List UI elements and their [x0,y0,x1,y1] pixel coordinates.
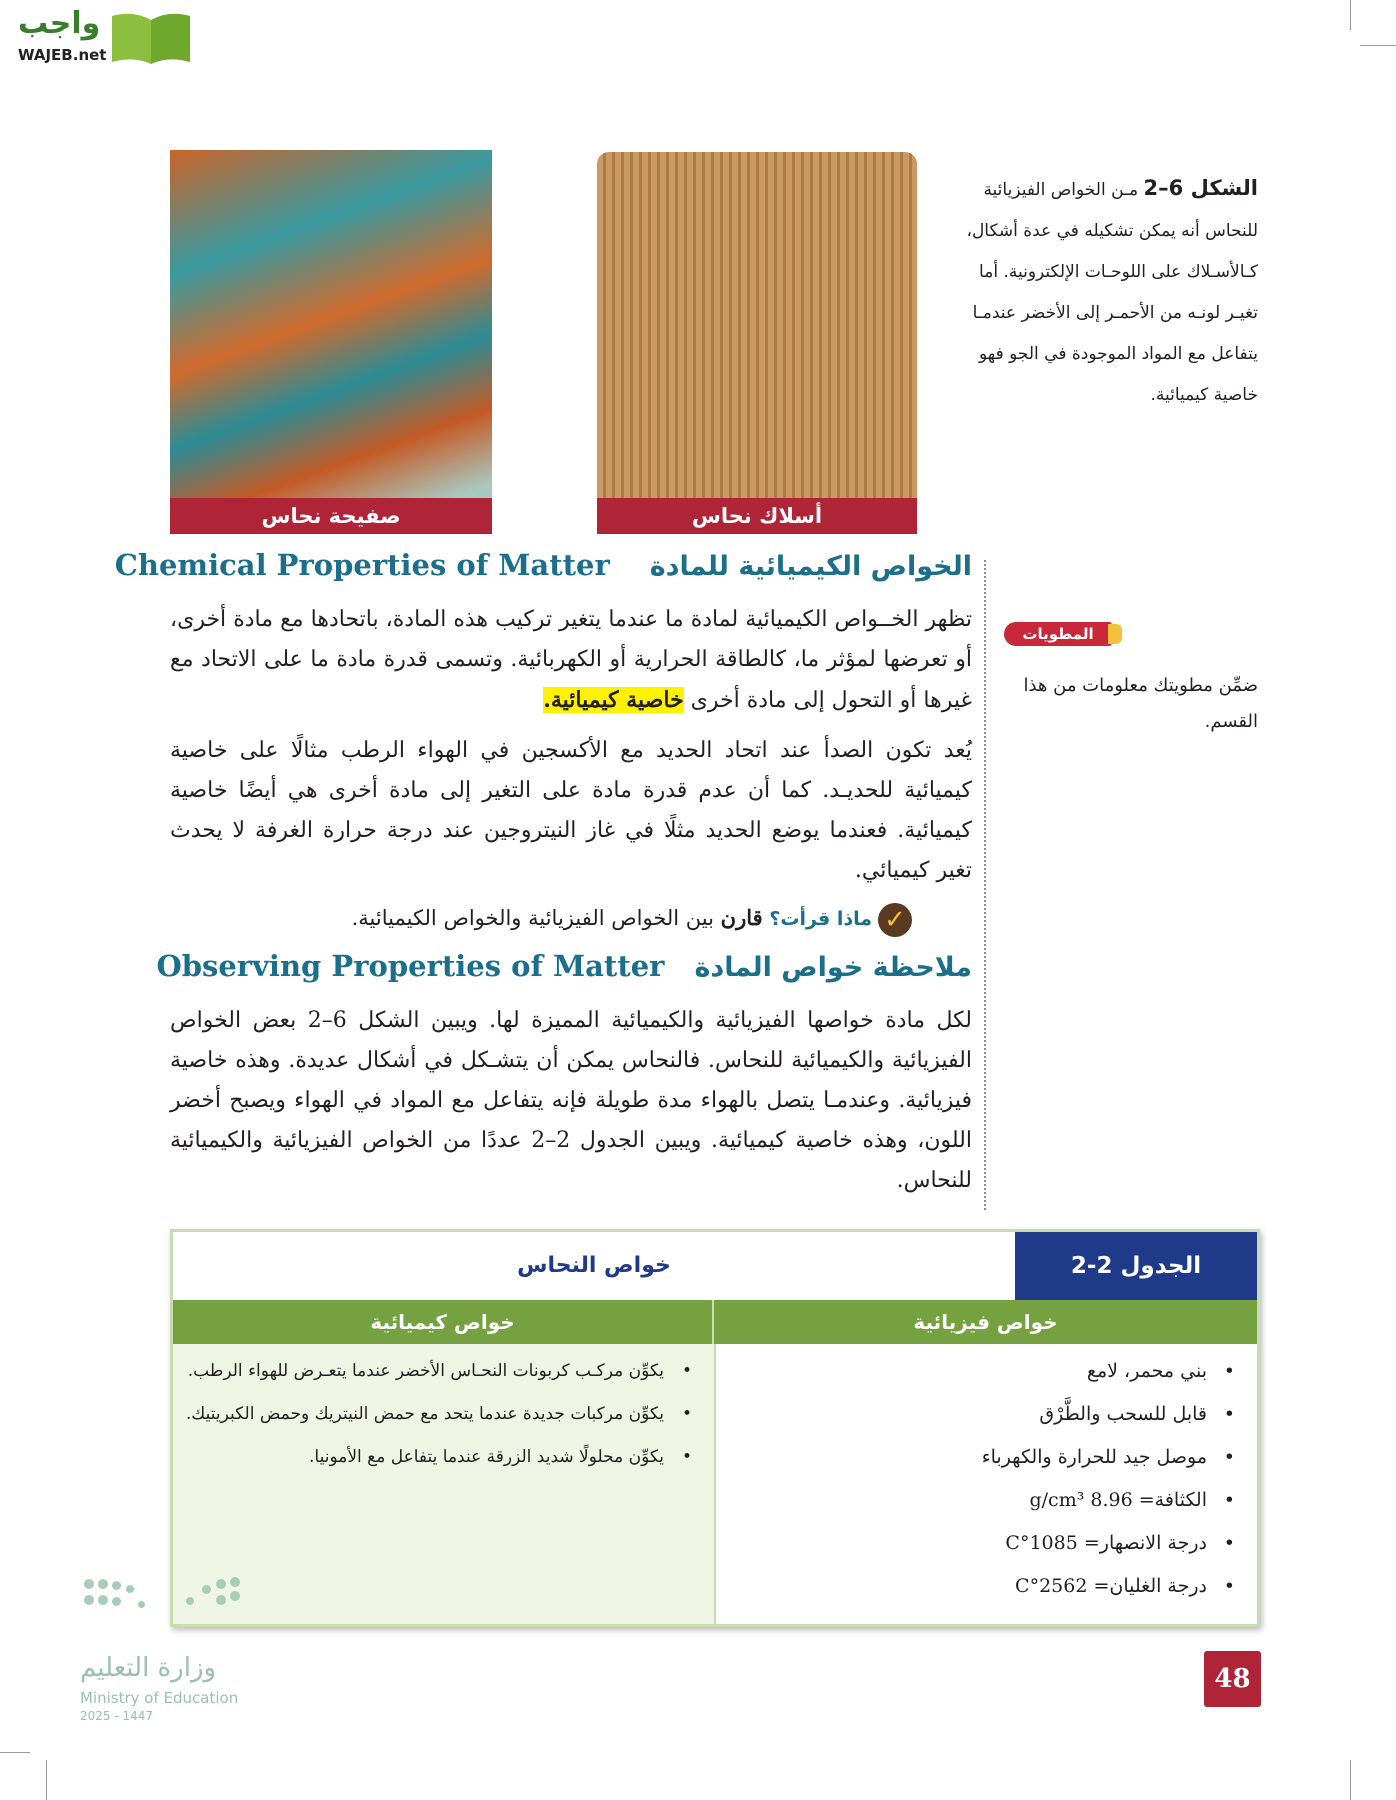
photo-caption: صفيحة نحاس [170,498,492,534]
crop-mark [1350,0,1351,30]
paragraph: يُعد تكون الصدأ عند اتحاد الحديد مع الأكسجين في الهواء الرطب مثالًا على خاصية كيميائية للحديـد. كما أن عدم قدرة مادة على التغير إلى مادة أخرى هي أيضًا خاصية كيميائية. فعندما يوضع الحديد مثلًا في غاز النيتروجين عند درجة حرارة الغرفة لا يحدث تغير كيميائي. [170,738,972,883]
list-item: • يكوِّن مركبات جديدة عندما يتحد مع حمض النيتريك وحمض الكبريتيك. [183,1399,696,1429]
list-item: • يكوِّن محلولًا شديد الزرقة عندما يتفاعل مع الأمونيا. [183,1442,696,1472]
column-header: خواص كيميائية [173,1300,714,1344]
crop-mark [0,1752,30,1753]
foldables-badge: المطويات [1004,622,1112,646]
section-heading: ملاحظة خواص المادةObserving Properties of Matter [156,949,972,983]
crop-mark [1350,1760,1351,1800]
photo-caption: أسلاك نحاس [597,498,917,534]
list-item: • يكوِّن مركـب كربونات النحـاس الأخضر عندما يتعـرض للهواء الرطب. [183,1356,696,1386]
crop-mark [46,1760,47,1800]
paragraph: لكل مادة خواصها الفيزيائية والكيميائية المميزة لها. ويبين الشكل 6–2 بعض الخواص الفيزيائية والكيميائية للنحاس. فالنحاس يمكن أن يتشـكل في أشكال عديدة. وهذه خاصية فيزيائية. وعندمـا يتصل بالهواء مدة طويلة فإنه يتفاعل مع المواد في الهواء ويصبح أخضر اللون، وهذه خاصية كيميائية. ويبين الجدول 2–2 عددًا من الخواص الفيزيائية والكيميائية للنحاس. [170,1008,972,1193]
section-heading: الخواص الكيميائية للمادةChemical Properties of Matter [114,548,972,582]
table-number: الجدول 2-2 [1015,1232,1257,1300]
copper-sheet-photo [170,150,492,534]
figure-caption: الشكل 6–2 مـن الخواص الفيزيائية للنحاس أنه يمكن تشكيله في عدة أشكال، كـالأسـلاك على اللوحـات الإلكترونية. أما تغيـر لونـه من الأحمـر إلى الأخضر عندمـا يتفاعل مع المواد الموجودة في الجو فهو خاصية كيميائية. [966,176,1258,405]
page-number: 48 [1204,1651,1261,1707]
copper-properties-table [170,1229,1260,1627]
list-item: • بني محمر، لامع [726,1356,1239,1386]
highlighted-term: خاصية كيميائية. [543,687,684,713]
ministry-logo: وزارة التعليم Ministry of Education 2025 - 1447 [80,1575,255,1725]
book-icon [108,10,194,66]
list-item: • درجة الانصهار= 1085°C [726,1528,1239,1558]
table-title: خواص النحاس [517,1253,671,1278]
crop-mark [1360,45,1396,46]
paragraph: تظهر الخــواص الكيميائية لمادة ما عندما يتغير تركيب هذه المادة، باتحادها مع مادة أخرى، أو تعرضها لمؤثر ما، كالطاقة الحرارية أو الكهربائية. وتسمى قدرة مادة ما على الاتحاد مع غيرها أو التحول إلى مادة أخرى خاصية كيميائية. [170,607,972,713]
list-item: • موصل جيد للحرارة والكهرباء [726,1442,1239,1472]
divider [984,560,986,1210]
list-item: • درجة الغليان= 2562°C [726,1571,1239,1601]
checkmark-icon: ✓ [878,903,912,937]
wajeb-logo[interactable]: واجب WAJEB.net [8,6,193,66]
physical-column [714,1344,1257,1624]
list-item: • الكثافة= 8.96 g/cm³ [726,1485,1239,1515]
list-item: • قابل للسحب والطَّرْق [726,1399,1239,1429]
reading-check: ✓ماذا قرأت؟ قارن بين الخواص الفيزيائية والخواص الكيميائية. [170,899,972,937]
column-header: خواص فيزيائية [714,1300,1257,1344]
copper-wires-photo [597,152,917,534]
foldables-text: ضمِّن مطويتك معلومات من هذا القسم. [1023,675,1258,732]
